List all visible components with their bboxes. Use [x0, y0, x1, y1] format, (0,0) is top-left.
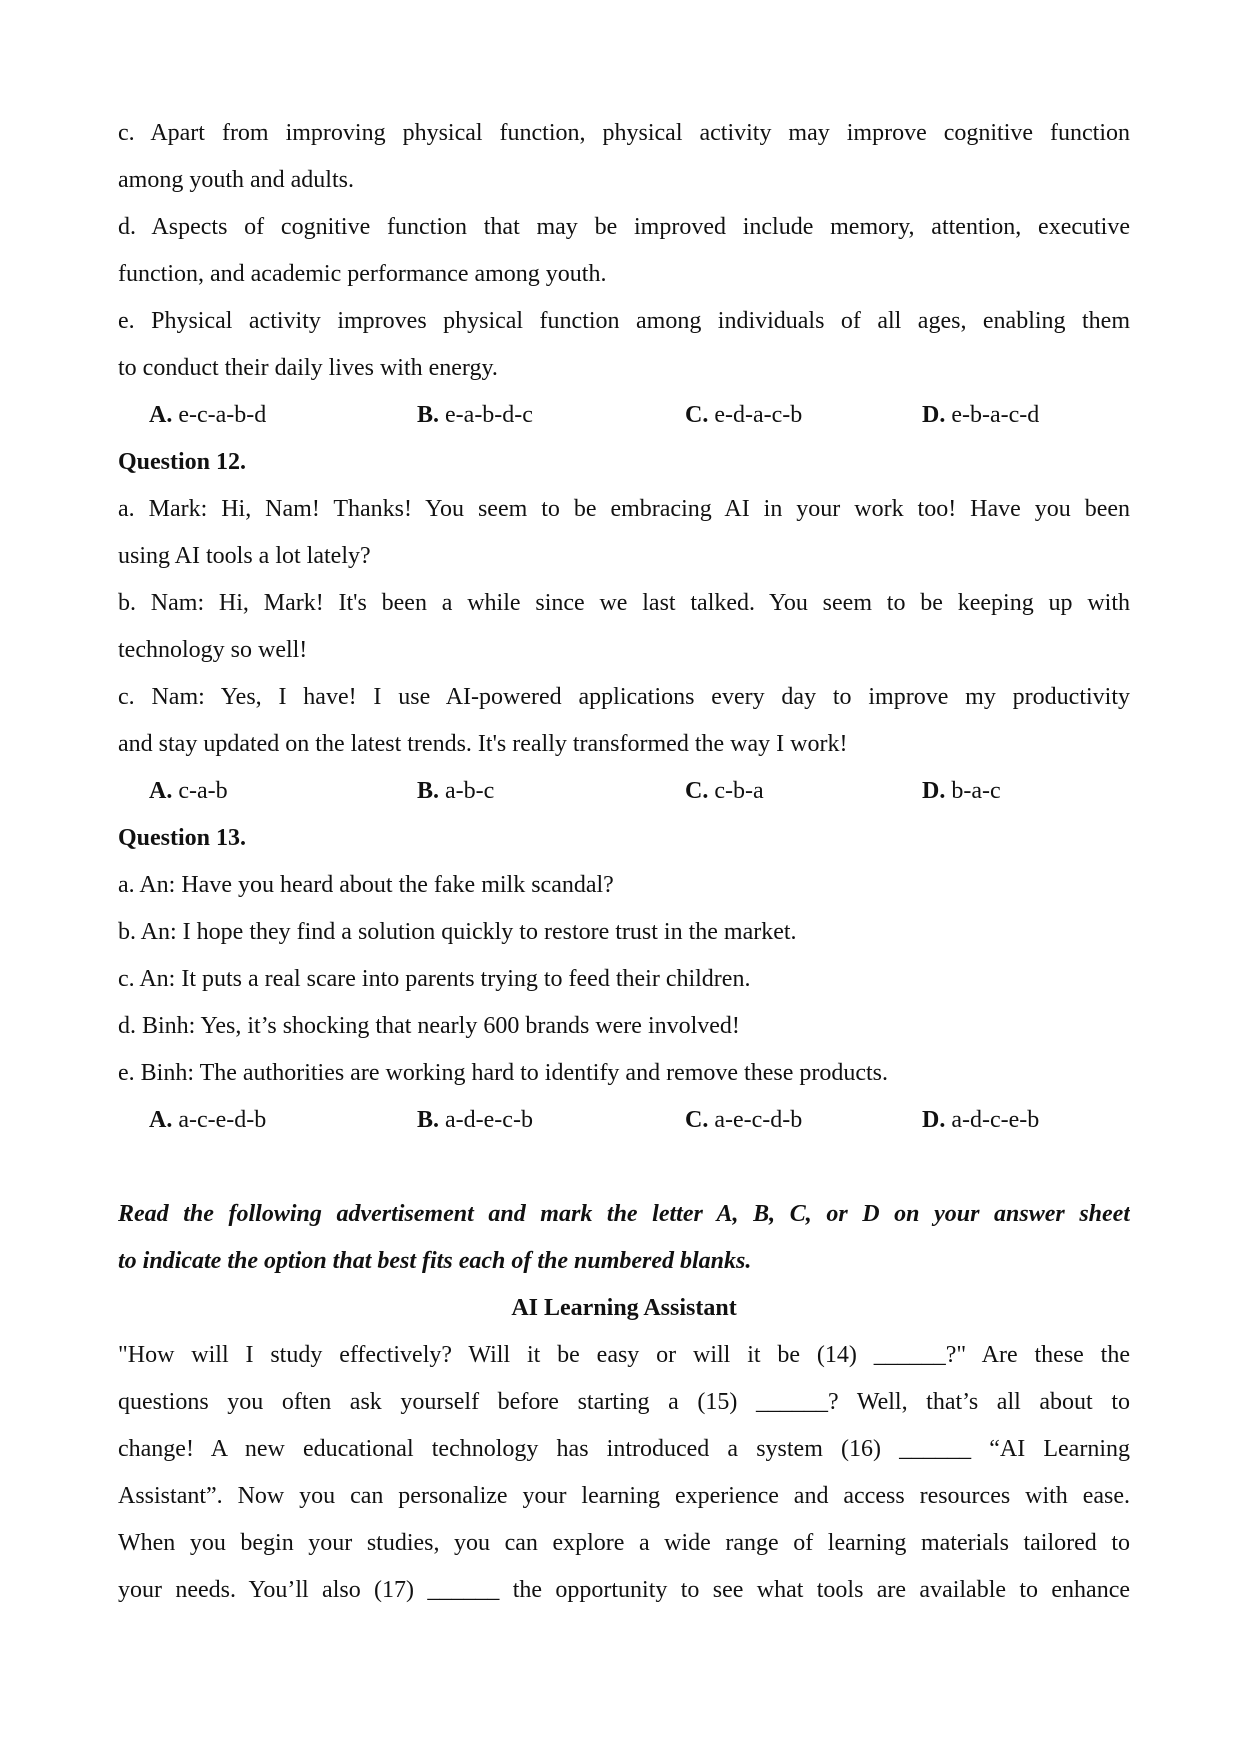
exam-page	[118, 110, 1130, 1614]
q11-option-a[interactable]: A. e-c-a-b-d	[149, 402, 267, 428]
q12-title: Question 12.	[118, 449, 247, 475]
q13-sentence-d: d. Binh: Yes, it’s shocking that nearly 600 brands were involved!	[118, 1013, 740, 1039]
ad-line: questions you often ask yourself before starting a (15) ______? Well, that’s all about to	[118, 1389, 1130, 1415]
instruction-line1: Read the following advertisement and mark the letter A, B, C, or D on your answer sheet	[118, 1201, 1130, 1227]
q12-sentence-a-line1: a. Mark: Hi, Nam! Thanks! You seem to be embracing AI in your work too! Have you been	[118, 496, 1130, 522]
q12-sentence-c-line2: and stay updated on the latest trends. It's really transformed the way I work!	[118, 731, 848, 757]
q11-sentence-c-line1: c. Apart from improving physical function, physical activity may improve cognitive function	[118, 120, 1130, 146]
section-spacer	[118, 1144, 1130, 1191]
q13-option-b[interactable]: B. a-d-e-c-b	[417, 1107, 533, 1133]
q12-option-c[interactable]: C. c-b-a	[685, 778, 764, 804]
q12-sentence-c-line1: c. Nam: Yes, I have! I use AI-powered applications every day to improve my productivity	[118, 684, 1130, 710]
q11-sentence-d-line1: d. Aspects of cognitive function that may be improved include memory, attention, executive	[118, 214, 1130, 240]
q13-sentence-b: b. An: I hope they find a solution quickly to restore trust in the market.	[118, 919, 797, 945]
q11-sentence-d-line2: function, and academic performance among youth.	[118, 261, 607, 287]
q11-option-b[interactable]: B. e-a-b-d-c	[417, 402, 533, 428]
q11-sentence-c-line2: among youth and adults.	[118, 167, 354, 193]
q12-option-d[interactable]: D. b-a-c	[922, 778, 1001, 804]
ad-line: When you begin your studies, you can explore a wide range of learning materials tailored to	[118, 1530, 1130, 1556]
q12-options	[118, 768, 1130, 815]
ad-line: change! A new educational technology has introduced a system (16) ______ “AI Learning	[118, 1436, 1130, 1462]
ad-line: Assistant”. Now you can personalize your learning experience and access resources with ease.	[118, 1483, 1130, 1509]
q13-sentence-a: a. An: Have you heard about the fake milk scandal?	[118, 872, 614, 898]
q13-options	[118, 1097, 1130, 1144]
q11-sentence-e-line1: e. Physical activity improves physical function among individuals of all ages, enabling them	[118, 308, 1130, 334]
ad-line: "How will I study effectively? Will it be easy or will it be (14) ______?" Are these the	[118, 1342, 1130, 1368]
instruction-line2: to indicate the option that best fits each of the numbered blanks.	[118, 1248, 752, 1274]
q11-options	[118, 392, 1130, 439]
q13-option-a[interactable]: A. a-c-e-d-b	[149, 1107, 267, 1133]
q12-sentence-a-line2: using AI tools a lot lately?	[118, 543, 371, 569]
ad-title: AI Learning Assistant	[511, 1295, 737, 1321]
q12-sentence-b-line2: technology so well!	[118, 637, 308, 663]
q11-option-d[interactable]: D. e-b-a-c-d	[922, 402, 1040, 428]
q12-sentence-b-line1: b. Nam: Hi, Mark! It's been a while since we last talked. You seem to be keeping up with	[118, 590, 1130, 616]
q11-option-c[interactable]: C. e-d-a-c-b	[685, 402, 803, 428]
q13-sentence-e: e. Binh: The authorities are working hard to identify and remove these products.	[118, 1060, 889, 1086]
q12-option-b[interactable]: B. a-b-c	[417, 778, 495, 804]
q13-option-d[interactable]: D. a-d-c-e-b	[922, 1107, 1040, 1133]
q13-title: Question 13.	[118, 825, 247, 851]
q13-sentence-c: c. An: It puts a real scare into parents trying to feed their children.	[118, 966, 751, 992]
q12-option-a[interactable]: A. c-a-b	[149, 778, 228, 804]
q11-sentence-e-line2: to conduct their daily lives with energy.	[118, 355, 498, 381]
q13-option-c[interactable]: C. a-e-c-d-b	[685, 1107, 803, 1133]
ad-line: your needs. You’ll also (17) ______ the opportunity to see what tools are available to enhance	[118, 1577, 1130, 1603]
